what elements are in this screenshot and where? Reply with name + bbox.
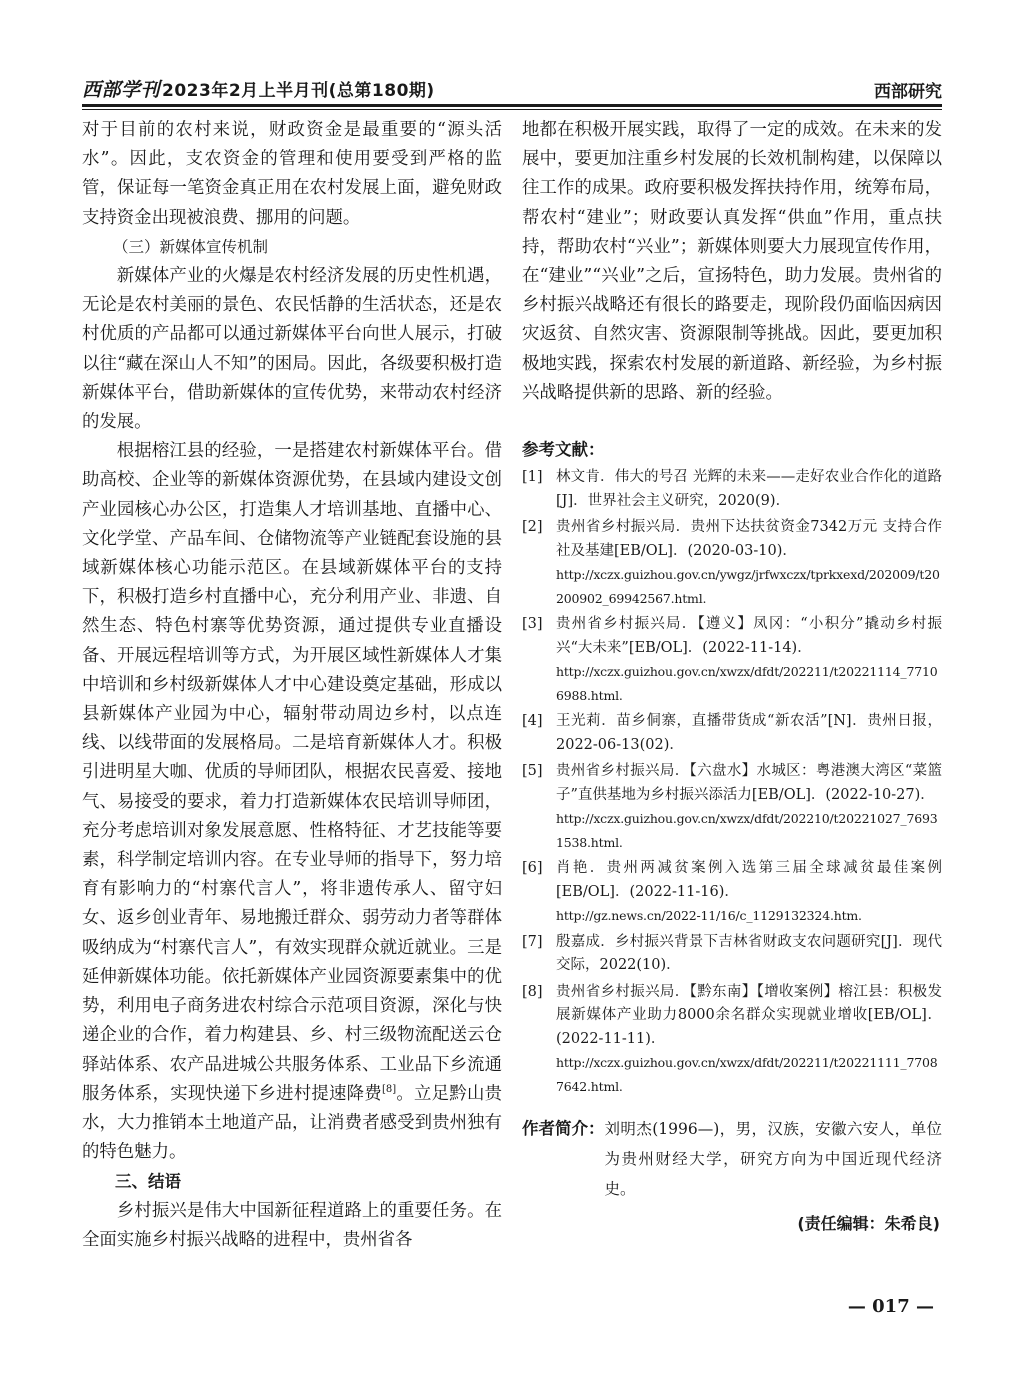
reference-text: 贵州省乡村振兴局．【黔东南】【增收案例】榕江县：积极发展新媒体产业助力8000余名群众实现就业增收[EB/OL]．(2022-11-11)． xyxy=(556,983,942,1047)
reference-number: [4] xyxy=(522,713,543,730)
reference-item xyxy=(522,516,942,610)
journal-brand: 西部学刊 xyxy=(82,79,161,101)
paragraph: 地都在积极开展实践，取得了一定的成效。在未来的发展中，要更加注重乡村发展的长效机制构建，以保障以往工作的成果。政府要积极发挥扶持作用，统筹布局，帮农村“建业”；财政要认真发挥“供血”作用，重点扶持，帮助农村“兴业”；新媒体则要大力展现宣传作用，在“建业”“兴业”之后，宣扬特色，助力发展。贵州省的乡村振兴战略还有很长的路要走，现阶段仍面临因病因灾返贫、自然灾害、资源限制等挑战。因此，要更加积极地实践，探索农村发展的新道路、新经验，为乡村振兴战略提供新的思路、新的经验。 xyxy=(522,120,942,403)
references-title: 参考文献： xyxy=(522,440,605,460)
reference-text: 贵州省乡村振兴局．【遵义】凤冈：“小积分”撬动乡村振兴“大未来”[EB/OL]．(2022-11-14)． xyxy=(556,616,942,656)
responsible-editor: (责任编辑：朱希良) xyxy=(797,1214,940,1234)
reference-url: http://xczx.guizhou.gov.cn/ywgz/jrfwxczx/tprkxexd/202009/t20200902_69942567.html. xyxy=(556,567,940,606)
author-bio xyxy=(522,1114,942,1204)
reference-number: [5] xyxy=(522,763,543,780)
left-column xyxy=(82,116,502,1255)
reference-url: http://xczx.guizhou.gov.cn/xwzx/dfdt/202211/t20221114_77106988.html. xyxy=(556,664,938,703)
reference-text: 肖艳．贵州两减贫案例入选第三届全球减贫最佳案例[EB/OL]．(2022-11-16)． xyxy=(556,860,942,900)
journal-issue xyxy=(82,75,435,102)
page-header xyxy=(82,68,942,102)
reference-url: http://xczx.guizhou.gov.cn/xwzx/dfdt/202211/t20221111_77087642.html. xyxy=(556,1055,938,1094)
reference-number: [2] xyxy=(522,519,543,536)
paragraph: 乡村振兴是伟大中国新征程道路上的重要任务。在全面实施乡村振兴战略的进程中，贵州省各 xyxy=(82,1200,502,1250)
header-rule-thick xyxy=(82,104,942,107)
header-rule-thin xyxy=(82,109,942,110)
page-number: — 017 — xyxy=(847,1296,934,1317)
reference-text: 贵州省乡村振兴局．【六盘水】水城区：粤港澳大湾区“菜篮子”直供基地为乡村振兴添活力[EB/OL]．(2022-10-27)． xyxy=(556,763,942,803)
section-heading: 三、结语 xyxy=(115,1172,181,1192)
reference-item xyxy=(522,760,942,854)
paragraph-text-tail: 。立足黔山贵水，大力推销本土地道产品，让消费者感受到贵州独有的特色魅力。 xyxy=(82,1083,502,1163)
reference-item xyxy=(522,710,942,757)
right-column xyxy=(522,116,942,1238)
reference-number: [7] xyxy=(522,933,543,950)
paragraph: 对于目前的农村来说，财政资金是最重要的“源头活水”。因此，支农资金的管理和使用要受到严格的监管，保证每一笔资金真正用在农村发展上面，避免财政支持资金出现被浪费、挪用的问题。 xyxy=(82,120,502,228)
author-bio-text: 刘明杰(1996—)，男，汉族，安徽六安人，单位为贵州财经大学，研究方向为中国近现代经济史。 xyxy=(604,1120,942,1199)
citation-marker: [8] xyxy=(381,1083,397,1095)
reference-item xyxy=(522,981,942,1099)
section-label: 西部研究 xyxy=(874,82,942,102)
reference-number: [8] xyxy=(522,983,543,1000)
author-bio-label: 作者简介： xyxy=(522,1119,605,1139)
subsection-heading: （三）新媒体宣传机制 xyxy=(113,237,269,256)
reference-item xyxy=(522,613,942,707)
reference-item xyxy=(522,466,942,513)
reference-item xyxy=(522,857,942,928)
reference-number: [1] xyxy=(522,469,543,486)
reference-text: 王光莉．苗乡侗寨，直播带货成“新农活”[N]．贵州日报，2022-06-13(02)． xyxy=(556,713,942,753)
paragraph-text: 根据榕江县的经验，一是搭建农村新媒体平台。借助高校、企业等的新媒体资源优势，在县域内建设文创产业园核心办公区，打造集人才培训基地、直播中心、文化学堂、产品车间、仓储物流等产业链配套设施的县域新媒体核心功能示范区。在县域新媒体平台的支持下，积极打造乡村直播中心，充分利用产业、非遗、自然生态、特色村寨等优势资源，通过提供专业直播设备、开展远程培训等方式，为开展区域性新媒体人才集中培训和乡村级新媒体人才中心建设奠定基础，形成以县新媒体产业园为中心，辐射带动周边乡村，以点连线、以线带面的发展格局。二是培育新媒体人才。积极引进明星大咖、优质的导师团队，根据农民喜爱、接地气、易接受的要求，着力打造新媒体农民培训导师团，充分考虑培训对象发展意愿、性格特征、才艺技能等要素，科学制定培训内容。在专业导师的指导下，努力培育有影响力的“村寨代言人”，将非遗传承人、留守妇女、返乡创业青年、易地搬迁群众、弱劳动力者等群体吸纳成为“村寨代言人”，有效实现群众就近就业。三是延伸新媒体功能。依托新媒体产业园资源要素集中的优势，利用电子商务进农村综合示范项目资源，深化与快递企业的合作，着力构建县、乡、村三级物流配送云仓驿站体系、农产品进城公共服务体系、工业品下乡流通服务体系，实现快递下乡进村提速降费 xyxy=(82,441,502,1104)
reference-url: http://xczx.guizhou.gov.cn/xwzx/dfdt/202210/t20221027_76931538.html. xyxy=(556,811,938,850)
reference-number: [6] xyxy=(522,860,543,877)
reference-text: 殷嘉成．乡村振兴背景下吉林省财政支农问题研究[J]．现代交际，2022(10)． xyxy=(556,933,942,974)
reference-item xyxy=(522,931,942,978)
reference-list xyxy=(522,466,942,1098)
reference-number: [3] xyxy=(522,616,543,633)
paragraph: 新媒体产业的火爆是农村经济发展的历史性机遇，无论是农村美丽的景色、农民恬静的生活状态，还是农村优质的产品都可以通过新媒体平台向世人展示，打破以往“藏在深山人不知”的困局。因此，各级要积极打造新媒体平台，借助新媒体的宣传优势，来带动农村经济的发展。 xyxy=(82,266,502,433)
reference-text: 林文肯．伟大的号召 光辉的未来——走好农业合作化的道路[J]．世界社会主义研究，2020(9)． xyxy=(556,469,942,509)
paragraph xyxy=(82,437,502,1167)
reference-url: http://gz.news.cn/2022-11/16/c_1129132324.htm. xyxy=(556,908,862,924)
reference-text: 贵州省乡村振兴局．贵州下达扶贫资金7342万元 支持合作社及基建[EB/OL]．(2020-03-10)． xyxy=(556,519,942,559)
issue-label: 2023年2月上半月刊(总第180期) xyxy=(162,81,435,101)
